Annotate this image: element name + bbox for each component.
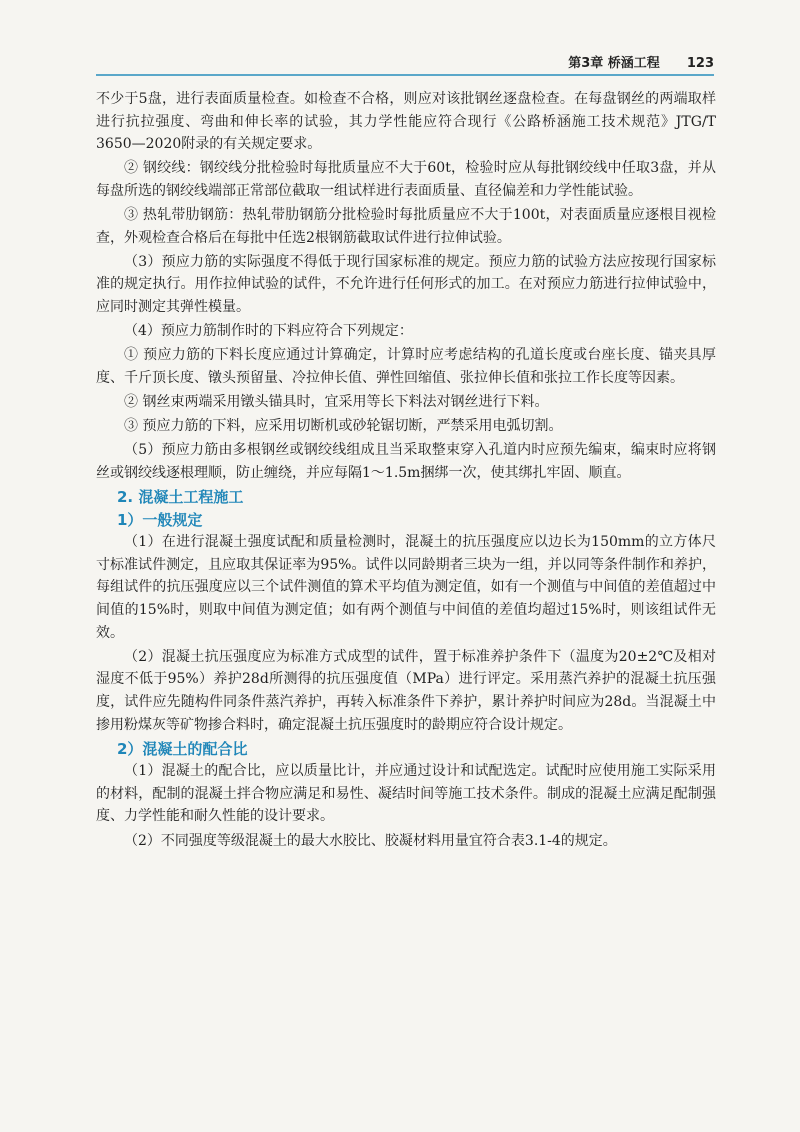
paragraph: （3）预应力筋的实际强度不得低于现行国家标准的规定。预应力筋的试验方法应按现行国家标准的规定执行。用作拉伸试验的试件，不允许进行任何形式的加工。在对预应力筋进行拉伸试验中，应同时测定其弹性模量。 (96, 253, 716, 315)
chapter-label: 第3章 (568, 56, 604, 71)
section-heading: 2. 混凝土工程施工 (117, 488, 244, 507)
header-rule (96, 74, 714, 76)
paragraph: （2）混凝土抗压强度应为标准方式成型的试件，置于标准养护条件下（温度为20±2℃及相对湿度不低于95%）养护28d所测得的抗压强度值（MPa）进行评定。采用蒸汽养护的混凝土抗压强度，试件应先随构件同条件蒸汽养护，再转入标准条件下养护，累计养护时间应为28d。当混凝土中掺用粉煤灰等矿物掺合料时，确定混凝土抗压强度时的龄期应符合设计规定。 (96, 648, 716, 733)
subsection-heading: 1）一般规定 (117, 510, 203, 529)
subsection-heading: 2）混凝土的配合比 (117, 739, 248, 758)
paragraph: （2）不同强度等级混凝土的最大水胶比、胶凝材料用量宜符合表3.1-4的规定。 (124, 832, 617, 849)
paragraph: （1）在进行混凝土强度试配和质量检测时，混凝土的抗压强度应以边长为150mm的立方体尺寸标准试件测定，且应取其保证率为95%。试件以同龄期者三块为一组，并以同等条件制作和养护，每组试件的抗压强度应以三个试件测值的算术平均值为测定值，如有一个测值与中间值的差值超过中间值的15%时，则取中间值为测定值；如有两个测值与中间值的差值均超过15%时，则该组试件无效。 (96, 534, 716, 641)
paragraph: ② 钢丝束两端采用镦头锚具时，宜采用等长下料法对钢丝进行下料。 (124, 393, 549, 410)
paragraph: ③ 热轧带肋钢筋：热轧带肋钢筋分批检验时每批质量应不大于100t，对表面质量应逐根目视检查，外观检查合格后在每批中任选2根钢筋截取试件进行拉伸试验。 (96, 206, 716, 246)
paragraph: ③ 预应力筋的下料，应采用切断机或砂轮锯切断，严禁采用电弧切割。 (124, 417, 563, 434)
paragraph: （5）预应力筋由多根钢丝或钢绞线组成且当采取整束穿入孔道内时应预先编束，编束时应将钢丝或钢绞线逐根理顺，防止缠绕，并应每隔1～1.5m捆绑一次，使其绑扎牢固、顺直。 (96, 441, 716, 481)
paragraph: ① 预应力筋的下料长度应通过计算确定，计算时应考虑结构的孔道长度或台座长度、锚夹具厚度、千斤顶长度、镦头预留量、冷拉伸长值、弹性回缩值、张拉伸长值和张拉工作长度等因素。 (96, 347, 716, 386)
paragraph: （1）混凝土的配合比，应以质量比计，并应通过设计和试配选定。试配时应使用施工实际采用的材料，配制的混凝土拌合物应满足和易性、凝结时间等施工技术条件。制成的混凝土应满足配制强度、力学性能和耐久性能的设计要求。 (96, 763, 716, 825)
paragraph: ② 钢绞线：钢绞线分批检验时每批质量应不大于60t，检验时应从每批钢绞线中任取3盘，并从每盘所选的钢绞线端部正常部位截取一组试样进行表面质量、直径偏差和力学性能试验。 (96, 160, 716, 199)
page-body (96, 88, 716, 854)
chapter-title: 桥涵工程 (607, 56, 660, 71)
page-number: 123 (686, 56, 714, 71)
paragraph: （4）预应力筋制作时的下料应符合下列规定： (124, 322, 413, 339)
running-head (568, 52, 714, 71)
paragraph: 不少于5盘，进行表面质量检查。如检查不合格，则应对该批钢丝逐盘检查。在每盘钢丝的两端取样进行抗拉强度、弯曲和伸长率的试验，其力学性能应符合现行《公路桥涵施工技术规范》JTG/T 3650—2020附录的有关规定要求。 (96, 91, 716, 153)
page-header (96, 44, 714, 78)
